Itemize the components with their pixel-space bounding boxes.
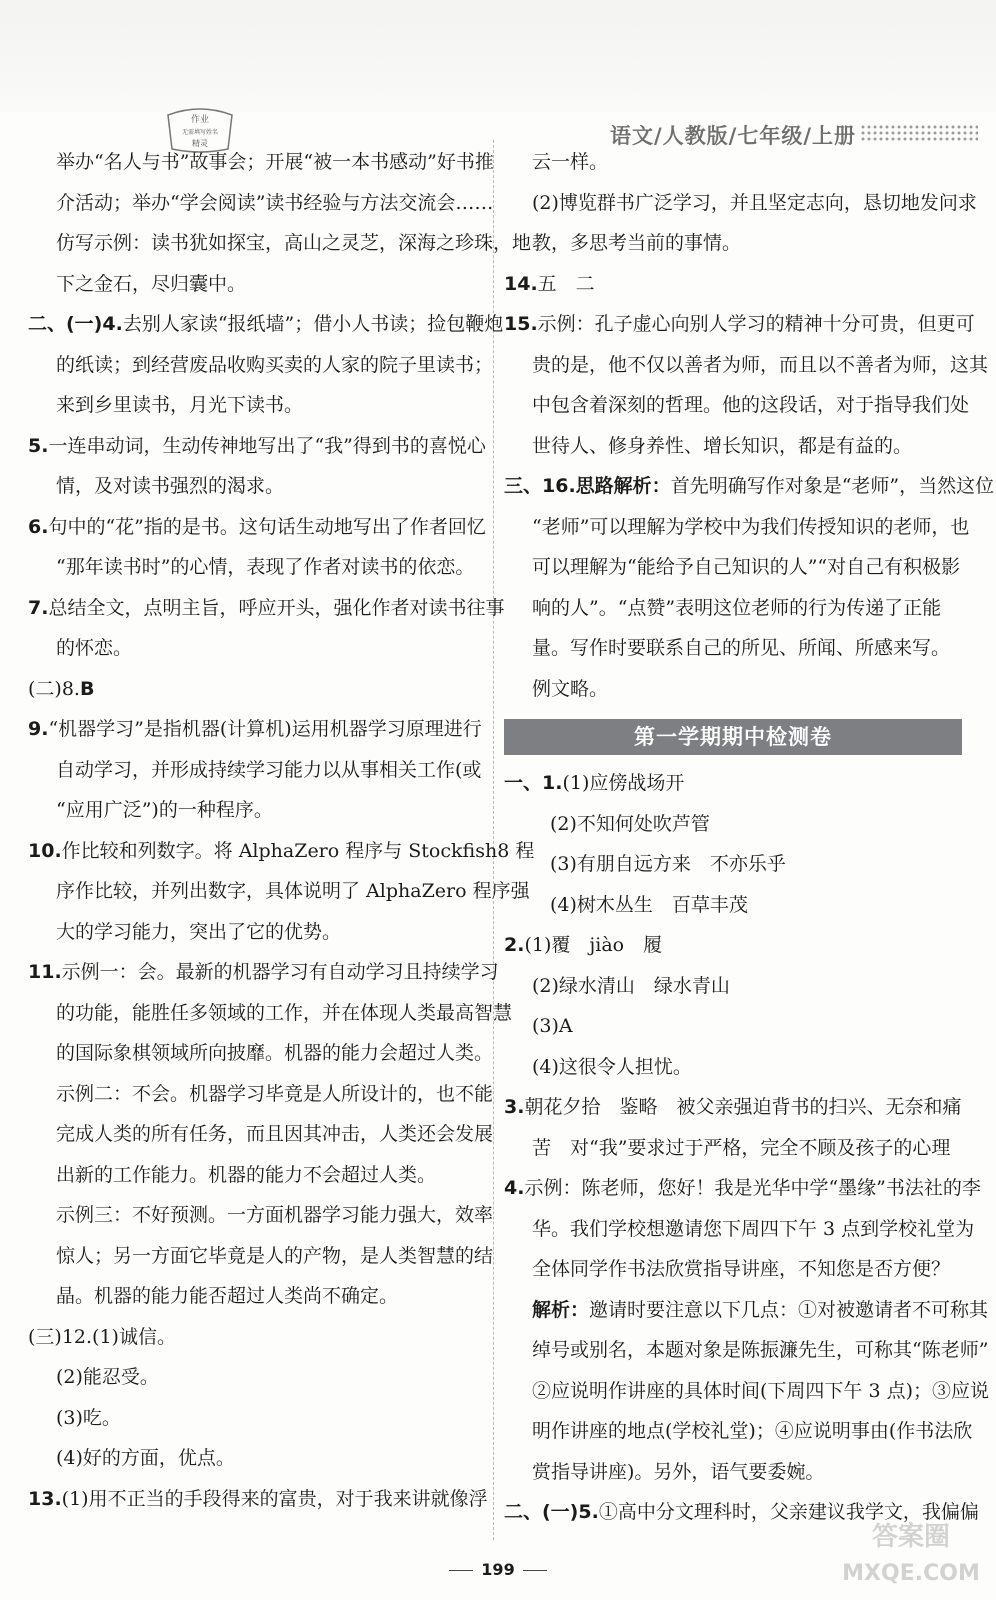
answer-line: 下之金石，尽归囊中。 (56, 272, 247, 295)
answer-line: 中包含着深刻的哲理。他的这段话，对于指导我们处 (532, 394, 970, 416)
question-9 (28, 709, 490, 750)
answer-line: 示例三：不好预测。一方面机器学习能力强大，效率 (56, 1204, 494, 1226)
answer-line: 贵的是，他不仅以善者为师，而且以不善者为师，这其 (532, 353, 989, 376)
question-7 (28, 588, 505, 629)
question-11 (28, 952, 499, 993)
answer-line: 绰号或别名，本题对象是陈振濂先生，可称其“陈老师” (532, 1339, 989, 1361)
answer-line: 序作比较，并列出数字，具体说明了 AlphaZero 程序强 (56, 880, 530, 902)
answer-text: 总结全文，点明主旨，呼应开头，强化作者对读书往事 (48, 596, 505, 619)
answer-text: (1)应傍战场开 (562, 772, 685, 794)
answer-line: 世待人、修身养性、增长知识，都是有益的。 (532, 434, 913, 457)
svg-text:精灵: 精灵 (192, 139, 208, 148)
answer-line: (3)有朋自远方来 不亦乐乎 (550, 853, 786, 875)
question-s3 (504, 1087, 962, 1128)
question-s1 (504, 763, 962, 804)
answer-line: ②应说明作讲座的具体时间(下周四下午 3 点)；③应说 (532, 1379, 989, 1402)
header-band (0, 0, 996, 112)
answer-line: 例文略。 (532, 677, 609, 700)
answer-text: 示例一：会。最新的机器学习有自动学习且持续学习 (61, 961, 499, 983)
answer-line: 明作讲座的地点(学校礼堂)；④应说明事由(作书法欣 (532, 1420, 973, 1442)
question-number: 5. (28, 434, 49, 457)
answer-line: 量。写作时要联系自己的所见、所闻、所感来写。 (532, 637, 951, 659)
question-15 (504, 304, 975, 345)
answer-line: (2)博览群书广泛学习，并且坚定志向，恳切地发问求 (532, 191, 977, 214)
answer-text: 首先明确写作对象是“老师”，当然这位 (670, 475, 995, 497)
question-number: 6. (28, 515, 49, 538)
question-number: 11. (28, 961, 62, 983)
analysis-line (504, 1290, 989, 1331)
answer-text: 一连串动词，生动传神地写出了“我”得到书的喜悦心 (48, 434, 486, 457)
question-number: (二)8. (28, 677, 80, 700)
question-12 (28, 1317, 490, 1358)
header-title: 语文/人教版/七年级/上册 (609, 124, 856, 148)
answer-text: B (79, 677, 95, 700)
answer-text: (1)覆 jiào 履 (524, 934, 663, 956)
answer-line: (3)吃。 (56, 1406, 121, 1429)
section-title-bar: 第一学期期中检测卷 (504, 719, 962, 755)
question-number: 10. (28, 839, 62, 862)
page-number: 199 (481, 1560, 515, 1579)
question-number: 二、(一)5. (504, 1501, 599, 1523)
answer-line: 示例二：不会。机器学习毕竟是人所设计的，也不能 (56, 1082, 494, 1105)
answer-line: 来到乡里读书，月光下读书。 (56, 394, 304, 416)
svg-text:MXQE.COM: MXQE.COM (842, 1561, 980, 1586)
question-number: 9. (28, 718, 49, 740)
answer-line: 介活动；举办“学会阅读”读书经验与方法交流会…… (56, 191, 494, 214)
question-number: (三)12. (28, 1325, 93, 1348)
answer-text: 朝花夕拾 鉴略 被父亲强迫背书的扫兴、无奈和痛 (524, 1096, 962, 1118)
question-s4 (504, 1168, 981, 1209)
svg-text:无需填写姓名: 无需填写姓名 (181, 129, 219, 136)
answer-line: 云一样。 (532, 151, 609, 173)
answer-line: 晶。机器的能力能否超过人类尚不确定。 (56, 1285, 399, 1307)
answer-line: 可以理解为“能给予自己知识的人”“对自己有积极影 (532, 556, 961, 578)
answer-text: 五 二 (537, 272, 595, 295)
answer-line: 全体同学作书法欣赏指导讲座，不知您是否方便？ (532, 1258, 951, 1280)
answer-line: 惊人；另一方面它毕竟是人的产物，是人类智慧的结 (56, 1244, 494, 1267)
answer-text: 示例：孔子虚心向别人学习的精神十分可贵，但更可 (537, 313, 975, 335)
answer-line: 情，及对读书强烈的渴求。 (56, 475, 285, 497)
answer-text: 示例：陈老师，您好！我是光华中学“墨缘”书法社的李 (524, 1177, 981, 1199)
question-s2 (504, 925, 962, 966)
question-8 (28, 669, 490, 710)
answer-line: 自动学习，并形成持续学习能力以从事相关工作(或 (56, 758, 482, 781)
question-number: 一、1. (504, 772, 563, 794)
answer-line: (2)不知何处吹芦管 (550, 812, 710, 835)
answer-line: 完成人类的所有任务，而且因其冲击，人类还会发展 (56, 1123, 494, 1145)
answer-text: 邀请时要注意以下几点：①对被邀请者不可称其 (589, 1298, 989, 1321)
answer-line: 举办“名人与书”故事会；开展“被一本书感动”好书推 (56, 151, 494, 173)
header-dot-pattern (860, 124, 978, 142)
answer-text: 句中的“花”指的是书。这句话生动地写出了作者回忆 (48, 515, 486, 538)
question-4 (28, 304, 504, 345)
answer-line: 赏指导讲座)。另外，语气要委婉。 (532, 1460, 825, 1483)
answer-line: 华。我们学校想邀请您下周四下午 3 点到学校礼堂为 (532, 1217, 975, 1240)
question-number: 2. (504, 934, 525, 956)
answer-line: “应用广泛”)的一种程序。 (56, 799, 273, 821)
answer-line: (2)绿水清山 绿水青山 (532, 974, 730, 997)
question-number: 二、(一)4. (28, 313, 123, 335)
analysis-label: 思路解析： (575, 475, 671, 497)
question-14 (504, 264, 962, 305)
answer-text: (1)诚信。 (92, 1325, 176, 1348)
question-number: 7. (28, 596, 49, 619)
answer-line: 响的人”。“点赞”表明这位老师的行为传递了正能 (532, 596, 942, 619)
answer-text: ①高中分文理科时，父亲建议我学文，我偏偏 (598, 1501, 979, 1523)
answer-line: 教，多思考当前的事情。 (532, 232, 742, 254)
answer-line: (4)树木丛生 百草丰茂 (550, 893, 748, 916)
right-column (504, 142, 995, 1533)
answer-line: (4)好的方面，优点。 (56, 1447, 235, 1469)
question-16 (504, 466, 995, 507)
analysis-label: 解析： (532, 1298, 590, 1321)
question-10 (28, 831, 535, 872)
answer-line: 的国际象棋领域所向披靡。机器的能力会超过人类。 (56, 1042, 494, 1064)
answer-line: “那年读书时”的心情，表现了作者对读书的依恋。 (56, 556, 475, 578)
answer-line: 苦 对“我”要求过于严格，完全不顾及孩子的心理 (532, 1136, 951, 1159)
answer-line: 的怀恋。 (56, 637, 133, 659)
answer-line: 的功能，能胜任多领域的工作，并在体现人类最高智慧 (56, 1001, 513, 1024)
footer-dash (523, 1570, 547, 1571)
watermark-logo (836, 1505, 986, 1595)
answer-text: (1)用不正当的手段得来的富贵，对于我来讲就像浮 (61, 1487, 488, 1510)
answer-line: (2)能忍受。 (56, 1366, 159, 1388)
answer-line: (3)A (532, 1015, 573, 1037)
answer-text: 作比较和列数字。将 AlphaZero 程序与 Stockfish8 程 (61, 839, 535, 862)
answer-text: “机器学习”是指机器(计算机)运用机器学习原理进行 (48, 718, 482, 740)
svg-text:作业: 作业 (190, 115, 210, 125)
svg-text:答案圈: 答案圈 (871, 1522, 951, 1552)
answer-line: 出新的工作能力。机器的能力不会超过人类。 (56, 1163, 437, 1186)
question-number: 3. (504, 1096, 525, 1118)
question-number: 13. (28, 1487, 62, 1510)
answer-line: “老师”可以理解为学校中为我们传授知识的老师，也 (532, 515, 970, 538)
answer-line: 仿写示例：读书犹如探宝，高山之灵芝，深海之珍珠，地 (56, 232, 532, 254)
question-number: 14. (504, 272, 538, 295)
question-number: 4. (504, 1177, 525, 1199)
question-number: 15. (504, 313, 538, 335)
answer-line: (4)这很令人担忧。 (532, 1055, 692, 1078)
answer-text: 去别人家读“报纸墙”；借小人书读；捡包鞭炮 (122, 313, 504, 335)
question-6 (28, 507, 490, 548)
question-13 (28, 1479, 490, 1520)
footer-dash (449, 1570, 473, 1571)
answer-line: 大的学习能力，突出了它的优势。 (56, 920, 342, 943)
question-number: 三、16. (504, 475, 576, 497)
answer-line: 的纸读；到经营废品收购买卖的人家的院子里读书； (56, 353, 494, 376)
question-5 (28, 426, 490, 467)
